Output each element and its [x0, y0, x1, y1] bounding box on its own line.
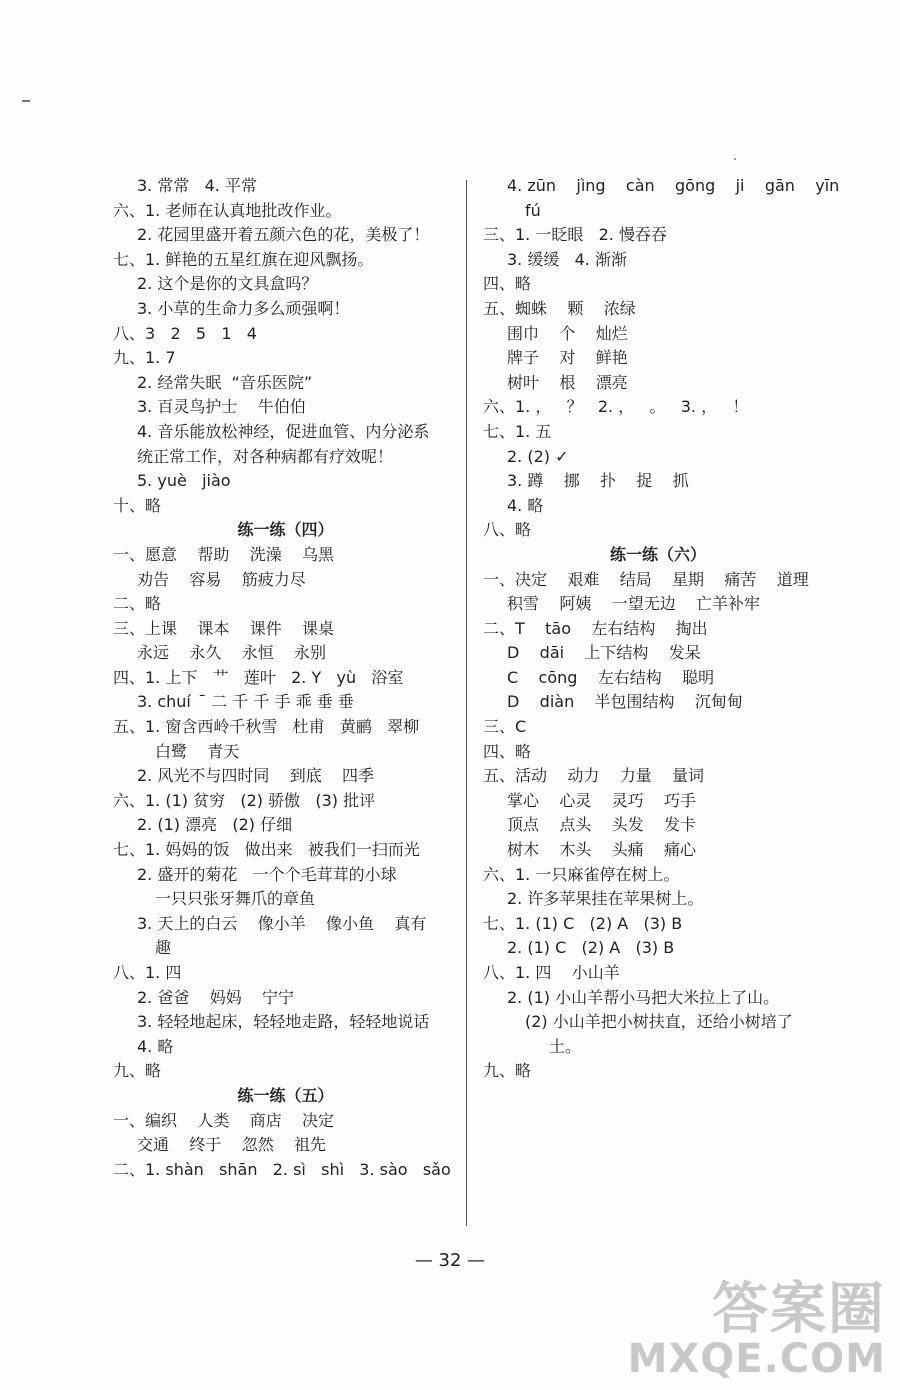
- answer-line: 三、C: [483, 717, 527, 737]
- answer-line: 三、1. 一眨眼 2. 慢吞吞: [483, 225, 667, 245]
- answer-line: C cōng 左右结构 聪明: [507, 667, 715, 687]
- answer-line: 四、1. 上下 艹 莲叶 2. Y yù 浴室: [113, 667, 404, 687]
- answer-line: 九、略: [113, 1061, 162, 1081]
- right-column: [483, 174, 840, 1084]
- answer-line: 3. 小草的生命力多么顽强啊！: [137, 298, 350, 318]
- answer-line: 土。: [549, 1036, 582, 1056]
- answer-line: 九、1. 7: [113, 348, 176, 368]
- answer-line: 3. 天上的白云 像小羊 像小鱼 真有: [137, 913, 427, 933]
- answer-line: 白鹭 青天: [155, 741, 240, 761]
- answer-line: 2. (1) C (2) A (3) B: [507, 938, 675, 958]
- answer-line: 顶点 点头 头发 发卡: [507, 815, 697, 835]
- section-heading: 练一练（六）: [609, 544, 706, 564]
- answer-line: 一、愿意 帮助 洗澡 乌黑: [113, 544, 335, 564]
- answer-line: 五、活动 动力 力量 量词: [483, 766, 705, 786]
- answer-line: (2) 小山羊把小树扶直，还给小树培了: [525, 1012, 793, 1032]
- answer-line: 5. yuè jiào: [137, 471, 231, 491]
- answer-line: 二、略: [113, 594, 162, 614]
- answer-line: 八、1. 四: [113, 963, 182, 982]
- answer-line: 2. (2) ✓: [507, 446, 569, 466]
- answer-line: 八、略: [483, 520, 532, 540]
- answer-line: 4. zūn jìng càn gōng ji gān yīn: [507, 176, 840, 195]
- answer-line: 掌心 心灵 灵巧 巧手: [507, 790, 697, 810]
- answer-line: 3. 轻轻地起床，轻轻地走路，轻轻地说话: [137, 1012, 430, 1032]
- answer-line: fú: [525, 200, 541, 220]
- answer-line: 3. 缓缓 4. 渐渐: [507, 249, 627, 269]
- answer-line: 统正常工作，对各种病都有疗效呢！: [137, 446, 394, 466]
- answer-line: 四、略: [483, 274, 532, 294]
- answer-line: D diàn 半包围结构 沉甸甸: [507, 692, 743, 712]
- answer-line: 3. 常常 4. 平常: [137, 176, 257, 195]
- scan-mark: [22, 100, 30, 102]
- answer-line: 八、1. 四 小山羊: [483, 963, 620, 982]
- answer-line: 2. 许多苹果挂在苹果树上。: [507, 889, 704, 909]
- answer-line: D dāi 上下结构 发呆: [507, 643, 701, 663]
- answer-line: 2. 风光不与四时同 到底 四季: [137, 766, 375, 786]
- answer-line: 3. chuí ̄ 二 千 千 手 乖 垂 垂: [137, 692, 354, 712]
- answer-line: 三、上课 课本 课件 课桌: [113, 618, 335, 638]
- answer-line: 一只只张牙舞爪的章鱼: [155, 889, 316, 909]
- answer-line: 2. (1) 小山羊帮小马把大米拉上了山。: [507, 987, 780, 1007]
- answer-line: 五、蜘蛛 颗 浓绿: [483, 298, 636, 318]
- answer-line: 2. (1) 漂亮 (2) 仔细: [137, 815, 293, 835]
- answer-line: 4. 略: [137, 1036, 174, 1056]
- answer-line: 4. 音乐能放松神经，促进血管、内分泌系: [137, 421, 430, 441]
- answer-line: 六、1. ， ？ 2. ， 。 3. ， ！: [483, 397, 749, 417]
- answer-line: 劝告 容易 筋疲力尽: [137, 569, 306, 589]
- section-heading: 练一练（四）: [237, 520, 334, 540]
- answer-line: 交通 终于 忽然 祖先: [137, 1135, 327, 1155]
- answer-line: 十、略: [113, 495, 162, 515]
- answer-line: 积雪 阿姨 一望无边 亡羊补牢: [507, 594, 761, 614]
- watermark-url: MXQE.COM: [627, 1336, 886, 1382]
- answer-line: 二、T tāo 左右结构 掏出: [483, 618, 708, 638]
- answer-line: 树叶 根 漂亮: [507, 372, 628, 392]
- answer-line: 六、1. 老师在认真地批改作业。: [113, 200, 342, 220]
- scan-dot: [734, 158, 736, 160]
- answer-line: 七、1. 鲜艳的五星红旗在迎风飘扬。: [113, 249, 374, 269]
- answer-line: 树木 木头 头痛 痛心: [507, 840, 697, 860]
- answer-line: 永远 永久 永恒 永别: [137, 643, 327, 663]
- watermark: [627, 1277, 886, 1382]
- answer-line: 2. 花园里盛开着五颜六色的花，美极了！: [137, 225, 430, 245]
- answer-line: 趣: [155, 938, 172, 958]
- answer-line: 一、编织 人类 商店 决定: [113, 1110, 335, 1130]
- answer-line: 2. 这个是你的文具盒吗？: [137, 274, 318, 294]
- answer-line: 一、决定 艰难 结局 星期 痛苦 道理: [483, 569, 809, 589]
- answer-line: 六、1. 一只麻雀停在树上。: [483, 864, 680, 884]
- answer-line: 2. 经常失眠 “音乐医院”: [137, 372, 313, 392]
- answer-line: 七、1. (1) C (2) A (3) B: [483, 913, 683, 933]
- answer-line: 牌子 对 鲜艳: [507, 348, 628, 368]
- answer-line: 七、1. 五: [483, 421, 552, 441]
- answer-line: 4. 略: [507, 495, 544, 515]
- answer-line: 四、略: [483, 741, 532, 761]
- column-divider: [466, 180, 467, 1226]
- page-number: — 32 —: [414, 1250, 486, 1271]
- answer-line: 二、1. shàn shān 2. sì shì 3. sào sǎo: [113, 1159, 451, 1179]
- section-heading: 练一练（五）: [237, 1085, 334, 1105]
- answer-line: 围巾 个 灿烂: [507, 323, 628, 343]
- answer-line: 3. 蹲 挪 扑 捉 抓: [507, 471, 689, 491]
- answer-line: 3. 百灵鸟护士 牛伯伯: [137, 397, 306, 417]
- answer-line: 六、1. (1) 贫穷 (2) 骄傲 (3) 批评: [113, 790, 376, 810]
- answer-line: 2. 爸爸 妈妈 宁宁: [137, 987, 295, 1007]
- answer-line: 七、1. 妈妈的饭 做出来 被我们一扫而光: [113, 840, 420, 860]
- answer-line: 八、3 2 5 1 4: [113, 323, 257, 343]
- answer-line: 五、1. 窗含西岭千秋雪 杜甫 黄鹂 翠柳: [113, 717, 420, 737]
- answer-line: 九、略: [483, 1061, 532, 1081]
- watermark-logo: 答案圈: [712, 1277, 886, 1342]
- answer-line: 2. 盛开的菊花 一个个毛茸茸的小球: [137, 864, 397, 884]
- left-column: [113, 174, 458, 1182]
